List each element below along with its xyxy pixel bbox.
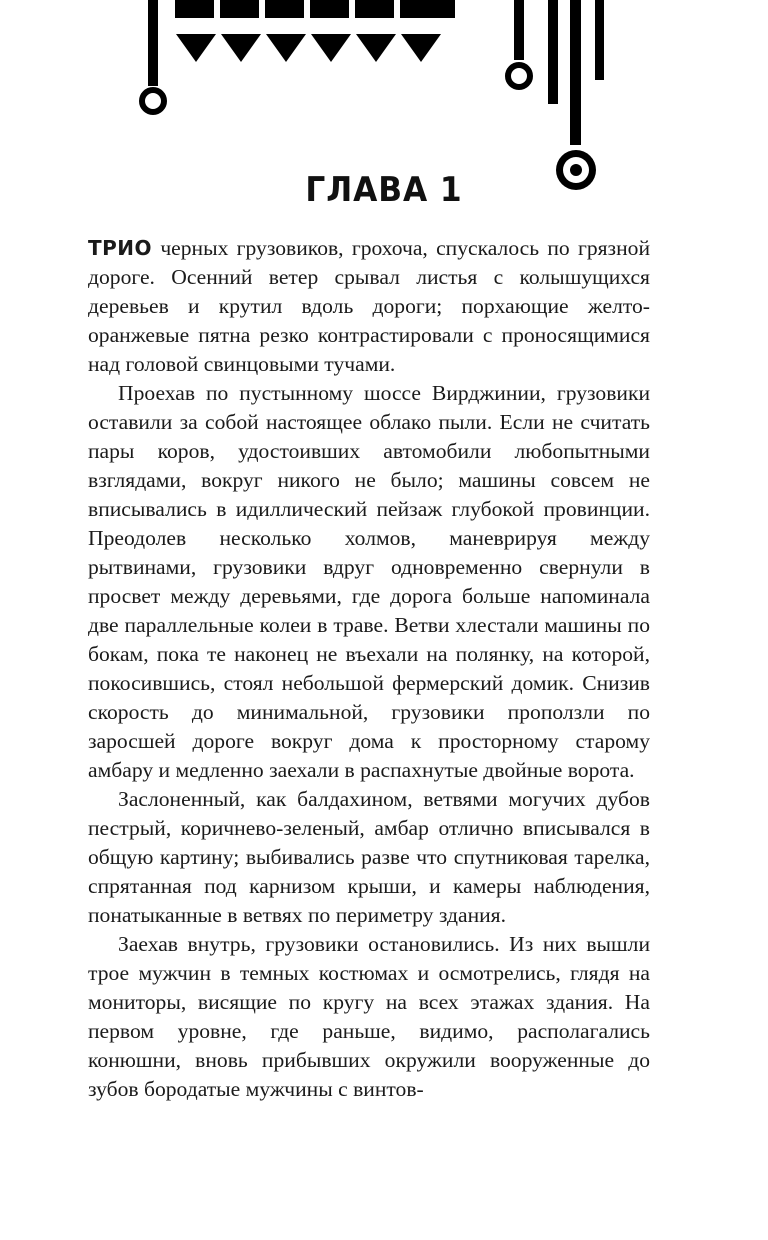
left-ring-ornament bbox=[142, 0, 164, 112]
lead-word: ТРИО bbox=[88, 236, 153, 260]
right-ring-ornament bbox=[508, 0, 530, 87]
paragraph bbox=[88, 234, 650, 379]
paragraph: Заехав внутрь, грузовики остановились. Из них вышли трое мужчин в темных костюмах и осмотрелись, глядя на мониторы, висящие по кругу на всех этажах здания. На первом уровне, где раньше, видимо, располагались конюшни, вновь прибывших окружили вооруженные до зубов бородатые мужчины с винтов- bbox=[88, 932, 650, 1101]
paragraph: Заслоненный, как балдахином, ветвями могучих дубов пестрый, коричнево-зеленый, амбар отлично вписывался в общую картину; выбивались разве что спутниковая тарелка, спрятанная под карнизом крыши, и камеры наблюдения, понатыканные в ветвях по периметру здания. bbox=[88, 787, 650, 927]
chapter-title: ГЛАВА 1 bbox=[305, 170, 463, 210]
right-bars-ornament bbox=[548, 0, 604, 145]
chapter-text bbox=[88, 234, 650, 1104]
paragraph-text: черных грузовиков, грохоча, спускалось по грязной дороге. Осенний ветер срывал листья с колышущихся деревьев и крутил вдоль дороги; порхающие желто-оранжевые пятна резко контрастировали с проносящимися над головой свинцовыми тучами. bbox=[88, 236, 650, 376]
triangle-row-ornament bbox=[176, 34, 441, 62]
top-bar-ornament bbox=[175, 0, 455, 18]
paragraph: Проехав по пустынному шоссе Вирджинии, грузовики оставили за собой настоящее облако пыли. Если не считать пары коров, удостоивших автомобили любопытными взглядами, вокруг никого не было; машины совсем не вписывались в идиллический пейзаж глубокой провинции. Преодолев несколько холмов, маневрируя между рытвинами, грузовики вдруг одновременно свернули в просвет между деревьями, где дорога больше напоминала две параллельные колеи в траве. Ветви хлестали машины по бокам, пока те наконец не въехали на полянку, на которой, покосившись, стоял небольшой фермерский домик. Снизив скорость до минимальной, грузовики проползли по заросшей дороге вокруг дома к просторному старому амбару и медленно заехали в распахнутые двойные ворота. bbox=[88, 381, 650, 782]
